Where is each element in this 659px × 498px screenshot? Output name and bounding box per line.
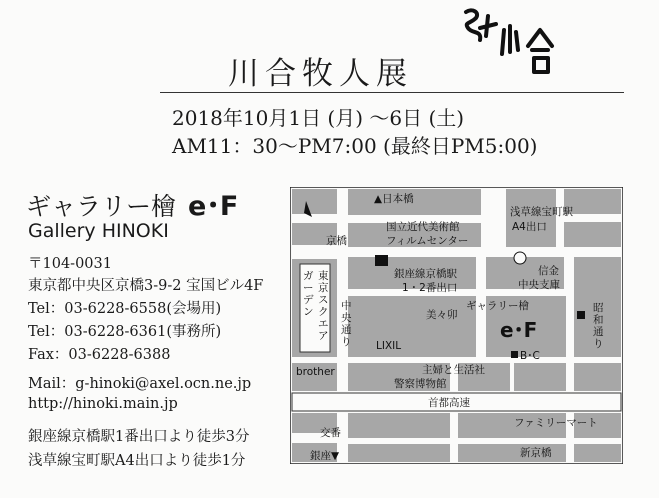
date-range: 2018年10月1日 (月) ～6日 (土) — [172, 106, 465, 130]
map-label-expressway: 首都高速 — [428, 397, 470, 409]
map-label-nihonbashi: ▲日本橋 — [374, 193, 414, 205]
artist-signature — [458, 6, 598, 88]
postal-code: 〒104-0031 — [28, 256, 112, 272]
mail-address[interactable]: Mail：g-hinoki@axel.ocn.ne.jp — [28, 376, 252, 392]
map-label-shinkin-branch: 中央支庫 — [518, 279, 560, 291]
map-label-gallery-mark: e･F — [500, 318, 538, 342]
map-label-miyomon: 美々卯 — [426, 309, 458, 321]
map-label-film-center: フィルムセンター — [386, 235, 469, 247]
tel-venue: Tel：03-6228-6558(会場用) — [28, 301, 222, 317]
gallery-name-jp: ギャラリー檜 — [26, 192, 177, 221]
map-label-bc: B･C — [520, 350, 540, 362]
gallery-name-en: Gallery HINOKI — [28, 220, 169, 242]
map-label-koban: 交番 — [320, 427, 341, 439]
access-ginza: 銀座線京橋駅1番出口より徒歩3分 — [28, 429, 250, 445]
exhibition-title: 川合牧人展 — [228, 56, 413, 92]
map-label-showa-dori: 昭和通り — [593, 302, 604, 350]
access-map — [290, 187, 623, 464]
opening-hours: AM11：30～PM7:00 (最終日PM5:00) — [172, 134, 538, 158]
map-label-ginza-station: 銀座線京橋駅 — [394, 268, 457, 280]
gallery-mark: e･F — [188, 191, 239, 222]
map-label-asakusa-exit: A4出口 — [512, 221, 547, 233]
map-label-lixil: LIXIL — [376, 340, 402, 352]
address: 東京都中央区京橋3-9-2 宝国ビル4F — [28, 278, 264, 294]
title-rule — [160, 92, 624, 93]
map-label-kyobashi: 京橋 — [326, 235, 347, 247]
website-link[interactable]: http://hinoki.main.jp — [28, 396, 178, 412]
exhibition-dates — [172, 104, 537, 160]
fax: Fax：03-6228-6388 — [28, 347, 171, 363]
map-label-gallery: ギャラリー檜 — [466, 300, 529, 312]
map-label-tokyo-square-1: 東京スクエア — [318, 270, 329, 342]
map-label-shinkyobashi: 新京橋 — [520, 447, 552, 459]
map-label-asakusa-station: 浅草線宝町駅 — [510, 206, 573, 218]
map-label-shinkin: 信金 — [538, 265, 559, 277]
map-label-ginza: 銀座▼ — [310, 450, 340, 462]
map-label-chuo-dori: 中央通り — [341, 300, 352, 348]
tel-office: Tel：03-6228-6361(事務所) — [28, 324, 222, 340]
gallery-name — [26, 184, 238, 223]
map-label-shufu: 主婦と生活社 — [422, 364, 485, 376]
map-label-family-mart: ファミリーマート — [514, 417, 598, 429]
map-label-museum: 国立近代美術館 — [386, 221, 460, 233]
access-asakusa: 浅草線宝町駅A4出口より徒歩1分 — [28, 453, 246, 469]
map-label-ginza-exit: 1・2番出口 — [402, 282, 458, 294]
map-label-police-museum: 警察博物館 — [394, 378, 447, 390]
map-label-brother: brother — [296, 366, 335, 378]
map-label-tokyo-square-2: ガーデン — [303, 270, 314, 318]
